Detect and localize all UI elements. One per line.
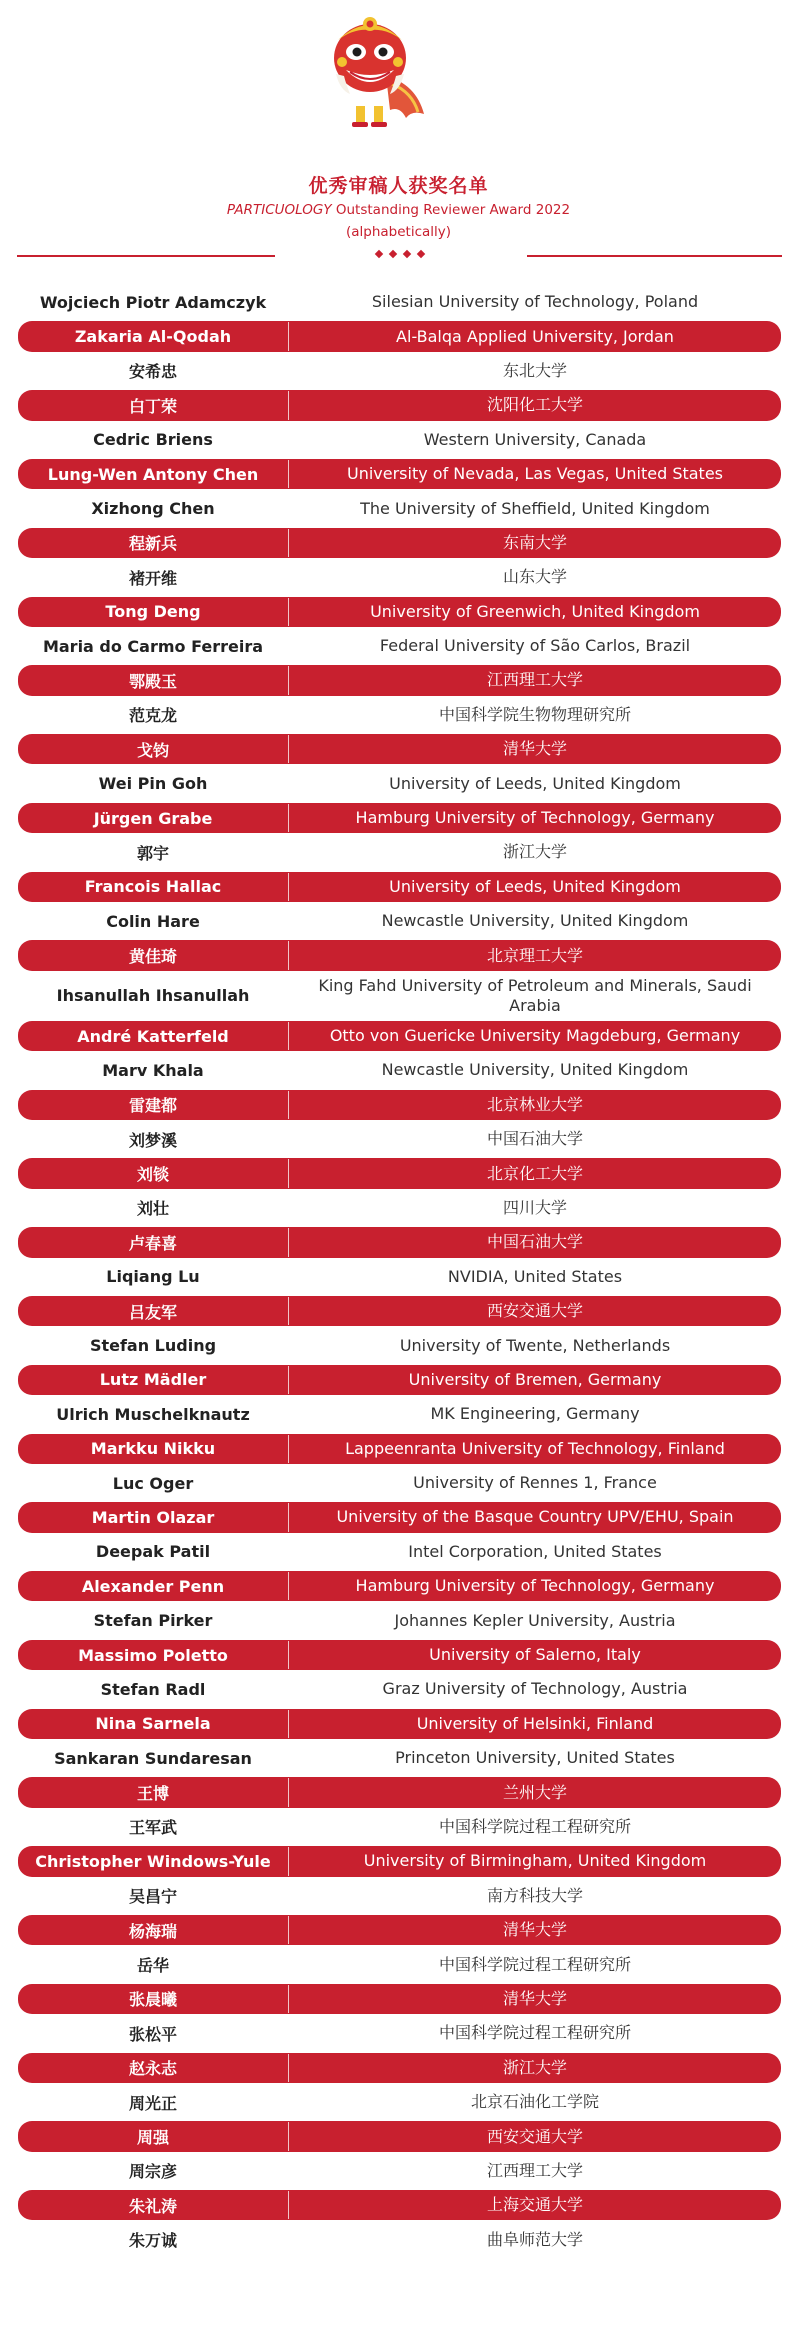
table-row [18,1019,781,1053]
reviewer-affiliation: 山东大学 [502,567,567,587]
reviewer-name: Martin Olazar [91,1507,215,1527]
reviewer-affiliation: University of Leeds, United Kingdom [389,773,681,793]
reviewer-name: Marv Khala [102,1060,204,1080]
reviewer-affiliation: Hamburg University of Technology, Germany [355,808,715,828]
reviewer-name: 王军武 [128,1818,177,1838]
table-row [18,2154,781,2188]
reviewer-name: 张晨曦 [128,1990,177,2010]
table-row [18,285,781,319]
reviewer-affiliation: University of Bremen, Germany [408,1369,662,1389]
table-row [18,904,781,938]
table-row [18,663,781,697]
table-row [18,1879,781,1913]
reviewer-affiliation: University of the Basque Country UPV/EHU, Spain [336,1507,734,1527]
table-row [18,938,781,972]
reviewer-affiliation: 浙江大学 [502,842,567,862]
reviewer-affiliation: 中国科学院过程工程研究所 [438,1954,631,1974]
lion-dance-icon [316,14,434,134]
table-row [18,2085,781,2119]
reviewer-name: Alexander Penn [81,1576,225,1596]
reviewer-affiliation: Federal University of São Carlos, Brazil [379,636,691,656]
reviewer-name: 岳华 [136,1956,169,1976]
table-row [18,423,781,457]
reviewer-name: Xizhong Chen [91,499,215,519]
table-row [18,1225,781,1259]
table-row [18,1638,781,1672]
reviewer-affiliation: Johannes Kepler University, Austria [394,1610,676,1630]
reviewer-affiliation: 上海交通大学 [486,2195,583,2215]
table-row [18,491,781,525]
reviewer-name: 褚开维 [128,568,177,588]
diamond-dots-icon [373,249,424,261]
reviewer-name: 周强 [136,2128,169,2147]
reviewer-name: 雷建都 [128,1096,177,1116]
reviewer-name: Nina Sarnela [95,1714,211,1734]
table-row [18,354,781,388]
reviewer-name: 王博 [136,1784,169,1804]
reviewer-name: André Katterfeld [77,1026,229,1046]
table-row [18,1363,781,1397]
reviewer-name: 范克龙 [128,706,177,726]
reviewer-affiliation: 曲阜师范大学 [486,2229,583,2249]
reviewer-name: Tong Deng [105,602,201,622]
reviewer-affiliation: 江西理工大学 [486,2160,583,2180]
table-row [18,1053,781,1087]
reviewer-name: Wojciech Piotr Adamczyk [39,292,267,312]
reviewer-name: Francois Hallac [84,877,222,897]
reviewer-affiliation: 清华大学 [502,739,567,759]
reviewer-affiliation: Hamburg University of Technology, Germany [355,1576,715,1596]
table-row [18,1156,781,1190]
table-row [18,1328,781,1362]
reviewer-name: Sankaran Sundaresan [54,1748,252,1768]
reviewer-name: Cedric Briens [93,430,213,450]
table-row [18,2222,781,2256]
table-row [18,1672,781,1706]
reviewer-name: Lung-Wen Antony Chen [47,464,259,484]
table-row [18,457,781,491]
table-row [18,1088,781,1122]
table-row [18,2119,781,2153]
reviewer-name: Stefan Luding [89,1336,217,1356]
table-row [18,801,781,835]
reviewer-affiliation: 兰州大学 [502,1782,567,1802]
table-row [18,1982,781,2016]
reviewer-affiliation: Newcastle University, United Kingdom [381,911,689,931]
reviewer-name: 刘梦溪 [128,1130,177,1150]
reviewer-name: Jürgen Grabe [93,808,213,828]
reviewer-name: 程新兵 [128,534,177,554]
reviewer-affiliation: University of Helsinki, Finland [416,1713,654,1733]
table-row [18,2188,781,2222]
reviewer-affiliation: University of Birmingham, United Kingdom [363,1851,707,1871]
reviewer-affiliation: 南方科技大学 [486,1885,583,1905]
reviewer-name: 黄佳琦 [128,947,177,967]
reviewer-affiliation: University of Rennes 1, France [413,1473,657,1493]
reviewer-affiliation: University of Nevada, Las Vegas, United States [346,464,724,484]
reviewer-name: Stefan Radl [100,1679,206,1699]
table-row [18,1191,781,1225]
reviewer-affiliation: Western University, Canada [423,429,647,449]
table-row [18,1466,781,1500]
reviewer-name: 郭宇 [136,843,169,863]
table-row [18,388,781,422]
reviewer-name: 戈钧 [136,740,169,760]
reviewer-affiliation: 东北大学 [502,360,567,380]
reviewer-name: Massimo Poletto [78,1645,228,1665]
reviewer-affiliation: 清华大学 [502,1988,567,2008]
reviewer-name: 白丁荣 [128,396,177,416]
table-row [18,870,781,904]
reviewer-affiliation: Graz University of Technology, Austria [382,1679,688,1699]
reviewer-affiliation: 清华大学 [502,1920,567,1940]
reviewer-affiliation: University of Twente, Netherlands [399,1335,671,1355]
reviewer-name: 张松平 [128,2024,177,2044]
reviewer-affiliation: King Fahd University of Petroleum and Minerals, Saudi Arabia [318,975,752,1015]
reviewer-affiliation: 江西理工大学 [486,670,583,690]
table-row [18,835,781,869]
reviewer-affiliation: University of Leeds, United Kingdom [389,876,681,896]
reviewer-affiliation: 中国石油大学 [486,1232,583,1252]
reviewer-name: Luc Oger [112,1473,194,1493]
table-row [18,1913,781,1947]
reviewer-affiliation: 北京林业大学 [486,1094,583,1114]
table-row [18,1397,781,1431]
reviewer-affiliation: 浙江大学 [502,2057,567,2077]
reviewer-name: Lutz Mädler [99,1370,207,1390]
reviewer-name: Liqiang Lu [106,1267,200,1287]
reviewer-affiliation: University of Greenwich, United Kingdom [370,601,700,621]
reviewer-name: Stefan Pirker [93,1611,213,1631]
reviewer-name: Ihsanullah Ihsanullah [56,986,250,1006]
reviewer-name: 杨海瑞 [128,1921,177,1941]
reviewer-affiliation: 中国科学院过程工程研究所 [438,1816,631,1836]
table-row [18,1603,781,1637]
reviewer-affiliation: Intel Corporation, United States [408,1541,662,1561]
reviewer-affiliation: 中国科学院过程工程研究所 [438,2023,631,2043]
reviewer-name: 鄂殿玉 [128,671,177,691]
reviewer-name: 刘锬 [136,1165,169,1185]
table-row [18,1810,781,1844]
reviewer-affiliation: Silesian University of Technology, Poland [371,292,699,312]
award-subtitle [0,202,797,218]
reviewer-affiliation: Newcastle University, United Kingdom [381,1060,689,1080]
reviewer-name: Wei Pin Goh [98,774,208,794]
table-row [18,1947,781,1981]
reviewer-affiliation: Otto von Guericke University Magdeburg, Germany [329,1026,741,1045]
reviewer-table [18,285,781,2257]
reviewer-name: Markku Nikku [90,1439,216,1459]
table-row [18,629,781,663]
reviewer-name: 赵永志 [128,2059,177,2079]
reviewer-name: Christopher Windows-Yule [35,1851,271,1871]
reviewer-name: Zakaria Al-Qodah [74,327,232,347]
reviewer-affiliation: MK Engineering, Germany [430,1404,640,1424]
table-row [18,595,781,629]
reviewer-name: 卢春喜 [128,1233,177,1253]
table-row [18,2051,781,2085]
table-row [18,1775,781,1809]
reviewer-name: Deepak Patil [95,1542,211,1562]
reviewer-affiliation: The University of Sheffield, United Kingdom [360,498,710,518]
reviewer-affiliation: Princeton University, United States [395,1748,675,1768]
reviewer-name: 周光正 [128,2093,177,2113]
table-row [18,732,781,766]
reviewer-name: Ulrich Muschelknautz [56,1404,250,1424]
divider-left [17,255,275,257]
header [0,0,797,263]
table-row [18,1122,781,1156]
table-row [18,766,781,800]
reviewer-name: 安希忠 [128,362,177,382]
table-row [18,2016,781,2050]
reviewer-affiliation: 西安交通大学 [486,2126,583,2146]
table-row [18,560,781,594]
award-name: Outstanding Reviewer Award 2022 [331,202,571,218]
reviewer-affiliation: 中国科学院生物物理研究所 [438,704,631,724]
reviewer-name: 吴昌宁 [128,1887,177,1907]
reviewer-affiliation: NVIDIA, United States [447,1266,623,1286]
table-row [18,1844,781,1878]
reviewer-affiliation: 东南大学 [502,532,567,552]
table-row [18,1260,781,1294]
reviewer-affiliation: 沈阳化工大学 [486,395,583,415]
table-row [18,526,781,560]
reviewer-affiliation: University of Salerno, Italy [429,1645,641,1665]
reviewer-affiliation: 中国石油大学 [486,1129,583,1149]
journal-name: PARTICUOLOGY [226,202,332,218]
reviewer-name: 刘壮 [136,1199,169,1219]
table-row [18,973,781,1019]
page-title: 优秀审稿人获奖名单 [308,175,489,197]
table-row [18,1569,781,1603]
reviewer-name: Maria do Carmo Ferreira [42,636,264,656]
reviewer-affiliation: 北京理工大学 [486,945,583,965]
reviewer-name: 朱礼涛 [128,2196,177,2216]
divider-right [527,255,782,257]
table-row [18,1741,781,1775]
table-row [18,1432,781,1466]
reviewer-name: Colin Hare [106,911,200,931]
reviewer-affiliation: 北京化工大学 [486,1163,583,1183]
table-row [18,1535,781,1569]
reviewer-affiliation: 北京石油化工学院 [470,2092,599,2112]
reviewer-affiliation: Lappeenranta University of Technology, Finland [345,1438,725,1458]
reviewer-name: 吕友军 [128,1302,177,1322]
table-row [18,1500,781,1534]
table-row [18,698,781,732]
sort-note: (alphabetically) [345,224,452,240]
reviewer-name: 朱万诚 [128,2231,177,2251]
reviewer-name: 周宗彦 [128,2162,177,2182]
reviewer-affiliation: 四川大学 [502,1197,567,1217]
table-row [18,1294,781,1328]
table-row [18,1707,781,1741]
table-row [18,319,781,353]
reviewer-affiliation: Al-Balqa Applied University, Jordan [396,326,674,346]
reviewer-affiliation: 西安交通大学 [486,1301,583,1321]
